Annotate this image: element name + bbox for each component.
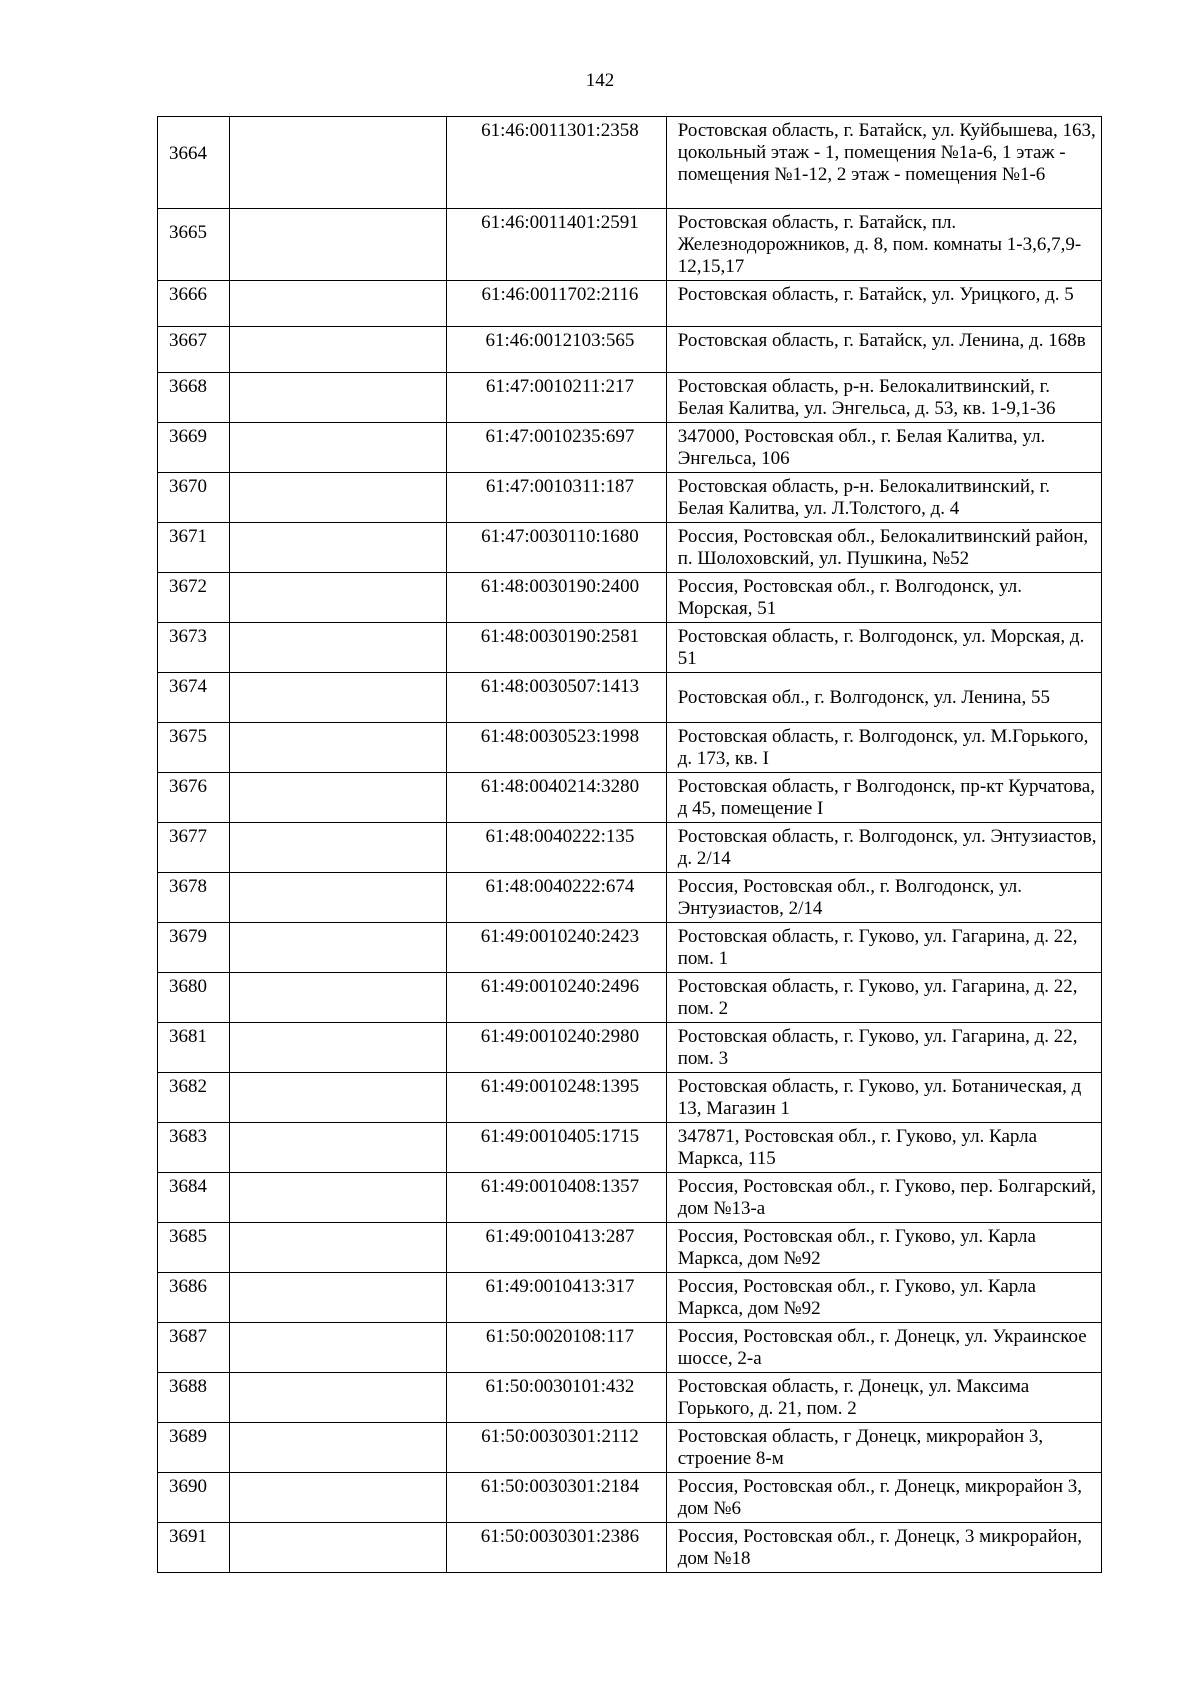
- table-row: [158, 117, 1102, 209]
- address: Россия, Ростовская обл., г. Волгодонск, ул. Энтузиастов, 2/14: [666, 873, 1101, 923]
- cadastral-number: 61:48:0030190:2581: [447, 623, 667, 673]
- row-number: 3671: [158, 523, 230, 573]
- row-number: 3666: [158, 281, 230, 327]
- address: Россия, Ростовская обл., Белокалитвинский район, п. Шолоховский, ул. Пушкина, №52: [666, 523, 1101, 573]
- empty-cell: [229, 823, 447, 873]
- empty-cell: [229, 1473, 447, 1523]
- empty-cell: [229, 327, 447, 373]
- row-number: 3674: [158, 673, 230, 723]
- table-row: [158, 773, 1102, 823]
- address: Ростовская область, р-н. Белокалитвинский, г. Белая Калитва, ул. Л.Толстого, д. 4: [666, 473, 1101, 523]
- table-row: [158, 873, 1102, 923]
- address: Ростовская обл., г. Волгодонск, ул. Ленина, 55: [666, 673, 1101, 723]
- page-number: 142: [585, 70, 615, 91]
- address: Россия, Ростовская обл., г. Гуково, пер. Болгарский, дом №13-а: [666, 1173, 1101, 1223]
- cadastral-number: 61:48:0030190:2400: [447, 573, 667, 623]
- table-row: [158, 573, 1102, 623]
- empty-cell: [229, 1223, 447, 1273]
- row-number: 3689: [158, 1423, 230, 1473]
- address: Россия, Ростовская обл., г. Донецк, 3 микрорайон, дом №18: [666, 1523, 1101, 1573]
- row-number: 3664: [158, 117, 230, 209]
- empty-cell: [229, 473, 447, 523]
- address: 347871, Ростовская обл., г. Гуково, ул. Карла Маркса, 115: [666, 1123, 1101, 1173]
- address: Ростовская область, г. Батайск, ул. Урицкого, д. 5: [666, 281, 1101, 327]
- address: Ростовская область, г. Батайск, ул. Куйбышева, 163, цокольный этаж - 1, помещения №1а-6, 1 этаж - помещения №1-12, 2 этаж - помещения №1-6: [666, 117, 1101, 209]
- row-number: 3667: [158, 327, 230, 373]
- cadastral-number: 61:50:0030301:2386: [447, 1523, 667, 1573]
- empty-cell: [229, 1373, 447, 1423]
- empty-cell: [229, 773, 447, 823]
- address: Ростовская область, г. Батайск, ул. Ленина, д. 168в: [666, 327, 1101, 373]
- table-row: [158, 209, 1102, 281]
- empty-cell: [229, 1273, 447, 1323]
- row-number: 3686: [158, 1273, 230, 1323]
- empty-cell: [229, 623, 447, 673]
- cadastral-number: 61:50:0030101:432: [447, 1373, 667, 1423]
- cadastral-number: 61:49:0010240:2496: [447, 973, 667, 1023]
- table-row: [158, 1523, 1102, 1573]
- empty-cell: [229, 973, 447, 1023]
- row-number: 3680: [158, 973, 230, 1023]
- table-row: [158, 923, 1102, 973]
- table-row: [158, 1073, 1102, 1123]
- empty-cell: [229, 673, 447, 723]
- table-row: [158, 673, 1102, 723]
- address: Россия, Ростовская обл., г. Волгодонск, ул. Морская, 51: [666, 573, 1101, 623]
- registry-table: [157, 116, 1102, 1573]
- row-number: 3684: [158, 1173, 230, 1223]
- address: Россия, Ростовская обл., г. Донецк, микрорайон 3, дом №6: [666, 1473, 1101, 1523]
- row-number: 3682: [158, 1073, 230, 1123]
- cadastral-number: 61:50:0030301:2112: [447, 1423, 667, 1473]
- cadastral-number: 61:48:0040222:135: [447, 823, 667, 873]
- cadastral-number: 61:48:0040222:674: [447, 873, 667, 923]
- empty-cell: [229, 423, 447, 473]
- row-number: 3691: [158, 1523, 230, 1573]
- cadastral-number: 61:46:0012103:565: [447, 327, 667, 373]
- address: Ростовская область, г Волгодонск, пр-кт Курчатова, д 45, помещение I: [666, 773, 1101, 823]
- cadastral-number: 61:49:0010240:2423: [447, 923, 667, 973]
- cadastral-number: 61:48:0030523:1998: [447, 723, 667, 773]
- address: Ростовская область, г. Волгодонск, ул. Морская, д. 51: [666, 623, 1101, 673]
- table-row: [158, 1373, 1102, 1423]
- table-row: [158, 1423, 1102, 1473]
- empty-cell: [229, 1423, 447, 1473]
- row-number: 3687: [158, 1323, 230, 1373]
- cadastral-number: 61:49:0010248:1395: [447, 1073, 667, 1123]
- empty-cell: [229, 1173, 447, 1223]
- empty-cell: [229, 209, 447, 281]
- address: Ростовская область, г. Гуково, ул. Ботаническая, д 13, Магазин 1: [666, 1073, 1101, 1123]
- table-row: [158, 1273, 1102, 1323]
- address: 347000, Ростовская обл., г. Белая Калитва, ул. Энгельса, 106: [666, 423, 1101, 473]
- row-number: 3676: [158, 773, 230, 823]
- table-row: [158, 281, 1102, 327]
- table-row: [158, 1223, 1102, 1273]
- table-row: [158, 1473, 1102, 1523]
- table-row: [158, 973, 1102, 1023]
- table-row: [158, 473, 1102, 523]
- table-row: [158, 623, 1102, 673]
- empty-cell: [229, 873, 447, 923]
- row-number: 3675: [158, 723, 230, 773]
- table-row: [158, 1123, 1102, 1173]
- cadastral-number: 61:49:0010413:287: [447, 1223, 667, 1273]
- empty-cell: [229, 723, 447, 773]
- cadastral-number: 61:49:0010240:2980: [447, 1023, 667, 1073]
- table-row: [158, 823, 1102, 873]
- row-number: 3678: [158, 873, 230, 923]
- empty-cell: [229, 573, 447, 623]
- table-row: [158, 373, 1102, 423]
- cadastral-number: 61:50:0030301:2184: [447, 1473, 667, 1523]
- empty-cell: [229, 1023, 447, 1073]
- cadastral-number: 61:49:0010408:1357: [447, 1173, 667, 1223]
- row-number: 3677: [158, 823, 230, 873]
- table-row: [158, 523, 1102, 573]
- empty-cell: [229, 1073, 447, 1123]
- row-number: 3685: [158, 1223, 230, 1273]
- row-number: 3665: [158, 209, 230, 281]
- table-row: [158, 1173, 1102, 1223]
- row-number: 3673: [158, 623, 230, 673]
- empty-cell: [229, 523, 447, 573]
- table-row: [158, 327, 1102, 373]
- empty-cell: [229, 923, 447, 973]
- address: Ростовская область, г. Волгодонск, ул. М.Горького, д. 173, кв. I: [666, 723, 1101, 773]
- row-number: 3669: [158, 423, 230, 473]
- cadastral-number: 61:48:0040214:3280: [447, 773, 667, 823]
- address: Ростовская область, г. Волгодонск, ул. Энтузиастов, д. 2/14: [666, 823, 1101, 873]
- cadastral-number: 61:46:0011401:2591: [447, 209, 667, 281]
- row-number: 3690: [158, 1473, 230, 1523]
- table-row: [158, 1023, 1102, 1073]
- cadastral-number: 61:46:0011301:2358: [447, 117, 667, 209]
- address: Ростовская область, г. Гуково, ул. Гагарина, д. 22, пом. 2: [666, 973, 1101, 1023]
- row-number: 3670: [158, 473, 230, 523]
- table-row: [158, 423, 1102, 473]
- cadastral-number: 61:47:0010311:187: [447, 473, 667, 523]
- address: Ростовская область, г. Донецк, ул. Максима Горького, д. 21, пом. 2: [666, 1373, 1101, 1423]
- address: Ростовская область, г. Гуково, ул. Гагарина, д. 22, пом. 1: [666, 923, 1101, 973]
- address: Ростовская область, г Донецк, микрорайон 3, строение 8-м: [666, 1423, 1101, 1473]
- empty-cell: [229, 1123, 447, 1173]
- empty-cell: [229, 373, 447, 423]
- empty-cell: [229, 1323, 447, 1373]
- cadastral-number: 61:48:0030507:1413: [447, 673, 667, 723]
- row-number: 3679: [158, 923, 230, 973]
- cadastral-number: 61:47:0030110:1680: [447, 523, 667, 573]
- row-number: 3683: [158, 1123, 230, 1173]
- address: Ростовская область, р-н. Белокалитвинский, г. Белая Калитва, ул. Энгельса, д. 53, кв. 1-9,1-36: [666, 373, 1101, 423]
- cadastral-number: 61:50:0020108:117: [447, 1323, 667, 1373]
- registry-table-body: [158, 117, 1102, 1573]
- row-number: 3688: [158, 1373, 230, 1423]
- empty-cell: [229, 117, 447, 209]
- address: Россия, Ростовская обл., г. Гуково, ул. Карла Маркса, дом №92: [666, 1223, 1101, 1273]
- table-row: [158, 723, 1102, 773]
- row-number: 3672: [158, 573, 230, 623]
- cadastral-number: 61:46:0011702:2116: [447, 281, 667, 327]
- address: Россия, Ростовская обл., г. Гуково, ул. Карла Маркса, дом №92: [666, 1273, 1101, 1323]
- row-number: 3681: [158, 1023, 230, 1073]
- row-number: 3668: [158, 373, 230, 423]
- cadastral-number: 61:49:0010405:1715: [447, 1123, 667, 1173]
- empty-cell: [229, 281, 447, 327]
- cadastral-number: 61:47:0010211:217: [447, 373, 667, 423]
- cadastral-number: 61:49:0010413:317: [447, 1273, 667, 1323]
- table-row: [158, 1323, 1102, 1373]
- empty-cell: [229, 1523, 447, 1573]
- address: Ростовская область, г. Батайск, пл. Железнодорожников, д. 8, пом. комнаты 1-3,6,7,9-12,15,17: [666, 209, 1101, 281]
- address: Ростовская область, г. Гуково, ул. Гагарина, д. 22, пом. 3: [666, 1023, 1101, 1073]
- address: Россия, Ростовская обл., г. Донецк, ул. Украинское шоссе, 2-а: [666, 1323, 1101, 1373]
- cadastral-number: 61:47:0010235:697: [447, 423, 667, 473]
